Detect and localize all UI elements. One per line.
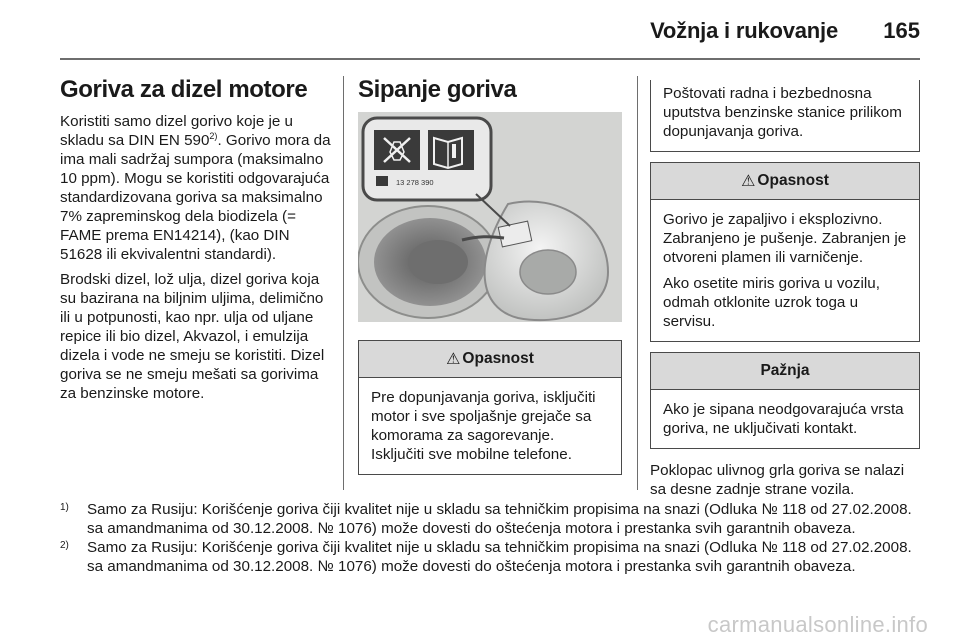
- diesel-paragraph-2: Brodski dizel, lož ulja, dizel goriva koja su bazirana na biljnim uljima, delimično ili u potpunosti, kao npr. ulja od uljane repice ili bio dizel, Akvazol, i emulzija dizela i vode ne smeju se koristiti. Dizel goriva se ne smeju mešati sa gorivima za benzinske motore.: [60, 271, 325, 402]
- footnotes: [60, 500, 924, 576]
- footnote-marker: 2): [60, 540, 69, 551]
- caution-box: [650, 352, 920, 449]
- footnote-ref-2: 2): [209, 131, 218, 141]
- fuel-flap-illustration: [358, 112, 622, 322]
- refuelling-heading: Sipanje goriva: [358, 76, 517, 103]
- footnote-marker: 1): [60, 502, 69, 513]
- caution-box-text: Ako je sipana neodgovarajuća vrsta goriva, ne uključivati kontakt.: [663, 401, 904, 437]
- page-header: [60, 14, 920, 50]
- refuelling-section: [358, 76, 622, 475]
- danger-box-header: ⚠ Opasnost: [359, 341, 621, 378]
- watermark: carmanualsonline.info: [707, 612, 928, 637]
- column-divider-right: [637, 76, 638, 490]
- diesel-fuel-section: [60, 76, 336, 409]
- danger-box-text: Pre dopunjavanja goriva, isključiti motor i sve spoljašnje grejače sa komorama za sagorevanje. Isključiti sve mobilne telefone.: [371, 389, 596, 463]
- header-rule: [60, 58, 920, 60]
- danger-box-body: [651, 200, 919, 341]
- footnote-text: Samo za Rusiju: Korišćenje goriva čiji kvalitet nije u skladu sa tehničkim propisima na snazi (Odluka № 118 od 27.02.2008. sa amandmanima od 30.12.2008. № 1076) može dovesti do oštećenja motora i prestanka svih garantnih obaveza.: [87, 539, 912, 575]
- footnote-text: Samo za Rusiju: Korišćenje goriva čiji kvalitet nije u skladu sa tehničkim propisima na snazi (Odluka № 118 od 27.02.2008. sa amandmanima od 30.12.2008. № 1076) može dovesti do oštećenja motora i prestanka svih garantnih obaveza.: [87, 501, 912, 537]
- diesel-paragraph-1: Koristiti samo dizel gorivo koje je u skladu sa DIN EN 590$^{2)}$. Gorivo mora da ima mali sadržaj sumpora (maksimalno 10 ppm). Mogu se koristiti odgovarajuća standardizovana goriva sa maksimalno 7% zapreminskog dela biodizela (= FAME prema EN14214), (kao DIN 51628 ili ekvivalentni standardi).: [60, 113, 331, 263]
- safety-instructions-box: Poštovati radna i bezbednosna uputstva benzinske stanice prilikom dopunjavanja goriva.: [650, 80, 920, 152]
- column-divider-left: [343, 76, 344, 490]
- fuel-flap-drawing: [358, 112, 622, 322]
- refuelling-continued: [650, 80, 920, 505]
- danger-box-fuel: [650, 162, 920, 342]
- fuel-flap-location-text: Poklopac ulivnog grla goriva se nalazi sa desne zadnje strane vozila.: [650, 462, 905, 498]
- footnote-1: [60, 500, 924, 538]
- danger-paragraph-1: Gorivo je zapaljivo i eksplozivno. Zabranjeno je pušenje. Zabranjen je otvoreni plamen ili varničenje.: [663, 211, 907, 266]
- danger-box-refuel: [358, 340, 622, 475]
- page-title: Vožnja i rukovanje: [650, 18, 838, 43]
- warning-triangle-icon: ⚠: [446, 351, 461, 368]
- danger-paragraph-2: Ako osetite miris goriva u vozilu, odmah otklonite uzrok toga u servisu.: [663, 275, 880, 330]
- warning-triangle-icon: ⚠: [741, 173, 756, 190]
- page-number: 165: [883, 18, 920, 43]
- footnote-2: [60, 538, 924, 576]
- danger-box-header: ⚠ Opasnost: [651, 163, 919, 200]
- figure-label: 13 278 390: [396, 178, 434, 187]
- caution-box-header: Pažnja: [651, 353, 919, 390]
- diesel-heading: Goriva za dizel motore: [60, 76, 308, 103]
